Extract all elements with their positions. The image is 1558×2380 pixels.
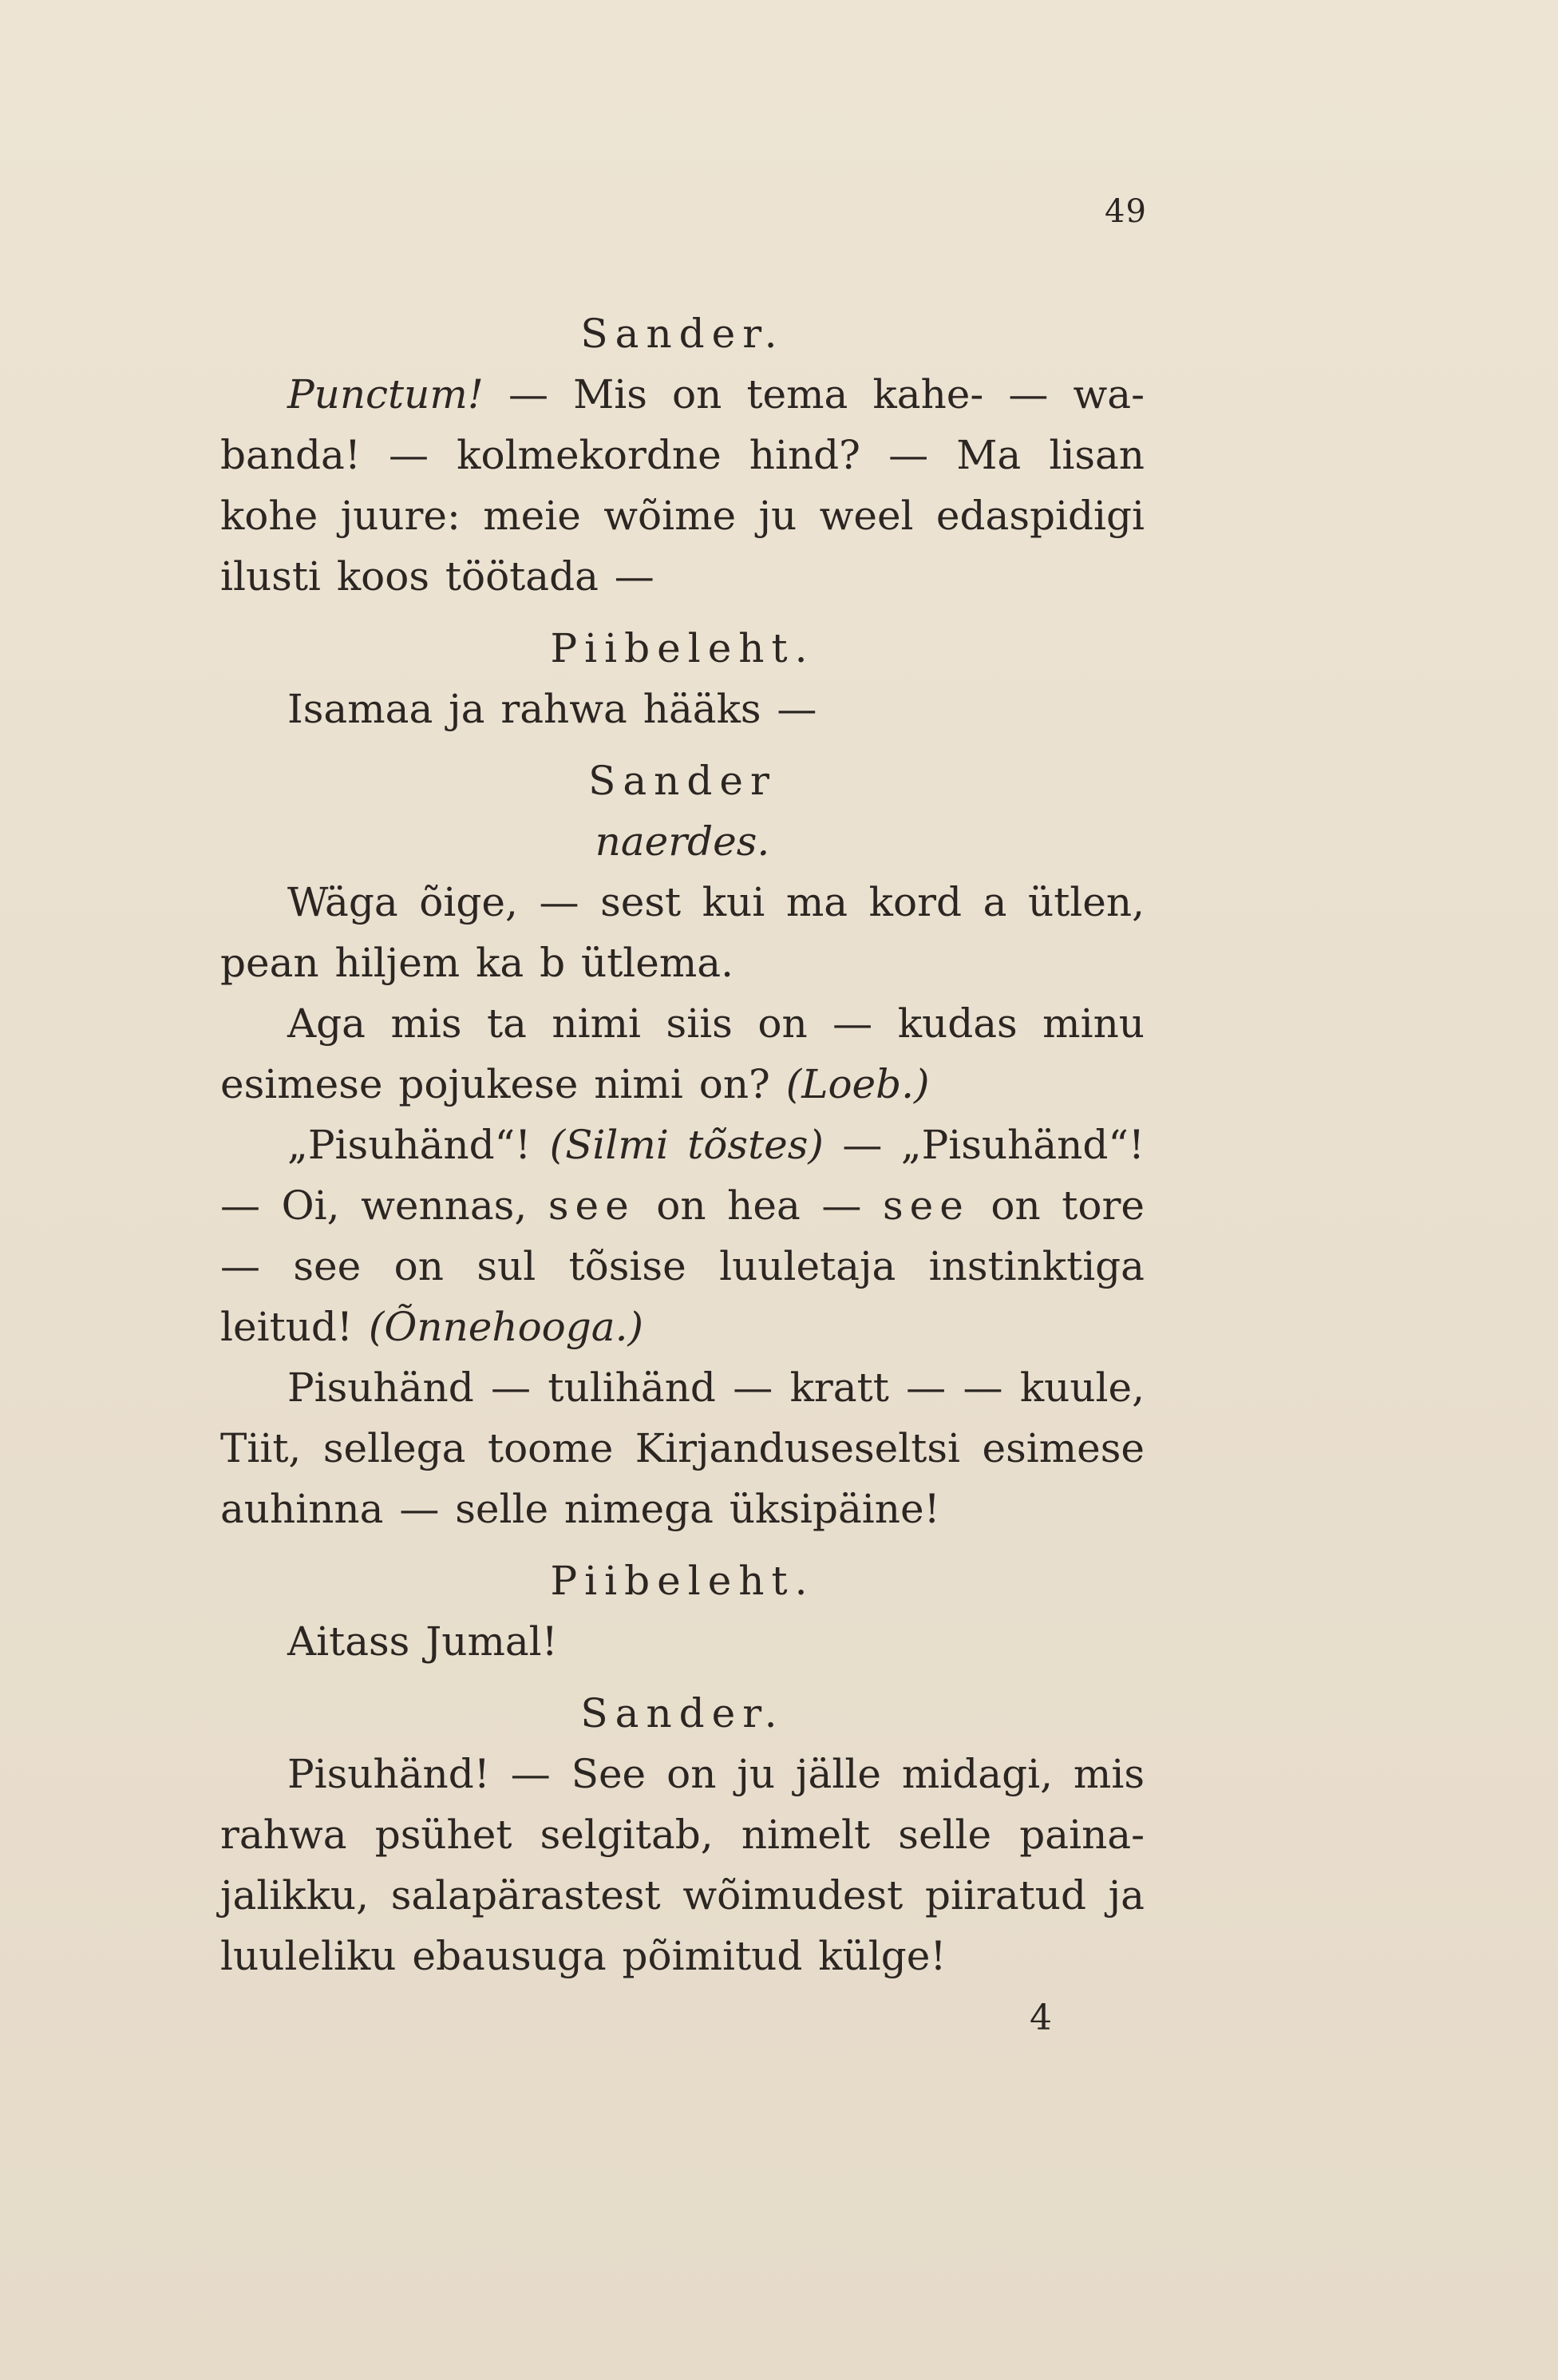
text-segment: Aitass Jumal! <box>287 1618 558 1665</box>
spacer <box>220 739 1145 750</box>
speaker-name: Piibeleht. <box>550 625 815 671</box>
spaced-segment: see <box>882 1182 970 1229</box>
page-number: 49 <box>1105 193 1147 230</box>
text-segment: on tore — see on sul tõsise luuletaja instinktiga leitud! <box>220 1182 1145 1350</box>
text-segment: Aga mis ta nimi siis on — kudas minu esimese pojukese nimi on? <box>220 1000 1145 1107</box>
text-segment: — „Pisuhänd“! — Oi, wennas, <box>220 1122 1145 1229</box>
dialogue-paragraph <box>220 1357 1145 1539</box>
italic-segment: (Loeb.) <box>785 1061 930 1107</box>
text-segment: on hea — <box>635 1182 883 1229</box>
dialogue-paragraph <box>220 1744 1145 1986</box>
text-segment: Wäga õige, — sest kui ma kord a ütlen, pean hiljem ka b ütlema. <box>220 879 1145 986</box>
dialogue-paragraph <box>220 1115 1145 1357</box>
dialogue-paragraph <box>220 364 1145 607</box>
spacer <box>220 1672 1145 1683</box>
spaced-segment: see <box>548 1182 635 1229</box>
spacer <box>220 607 1145 618</box>
italic-segment: Punctum! <box>287 371 484 418</box>
text-segment: Pisuhänd — tulihänd — kratt — — kuule, Tiit, sellega toome Kirjanduseseltsi esimese auhinna — selle nimega üksipäine! <box>220 1364 1145 1532</box>
play-text <box>220 303 1145 1986</box>
signature-mark: 4 <box>1030 1998 1052 2038</box>
text-segment: „Pisuhänd“! <box>287 1122 550 1168</box>
italic-segment: (Õnnehooga.) <box>368 1304 643 1350</box>
dialogue-paragraph <box>220 993 1145 1115</box>
text-segment: Isamaa ja rahwa hääks — <box>287 686 817 732</box>
italic-segment: (Silmi tõstes) <box>549 1122 824 1168</box>
text-segment: — Mis on tema kahe- — wabanda! — kolmekordne hind? — Ma lisan kohe juure: meie wõime ju weel edaspidigi ilusti koos töötada — <box>220 371 1145 600</box>
speaker-name: Piibeleht. <box>550 1558 815 1604</box>
speaker-name: Sander <box>588 758 777 804</box>
speaker-name: Sander. <box>580 1690 785 1736</box>
dialogue-paragraph <box>220 872 1145 993</box>
stage-direction: naerdes. <box>595 818 770 865</box>
dialogue-paragraph <box>220 679 1145 739</box>
dialogue-paragraph <box>220 1611 1145 1672</box>
speaker-name: Sander. <box>580 311 785 357</box>
text-segment: Pisuhänd! — See on ju jälle midagi, mis rahwa psühet selgitab, nimelt selle painajalikku, salapärastest wõimudest piiratud ja luuleliku ebausuga põimitud külge! <box>220 1751 1145 1979</box>
spacer <box>220 1539 1145 1550</box>
